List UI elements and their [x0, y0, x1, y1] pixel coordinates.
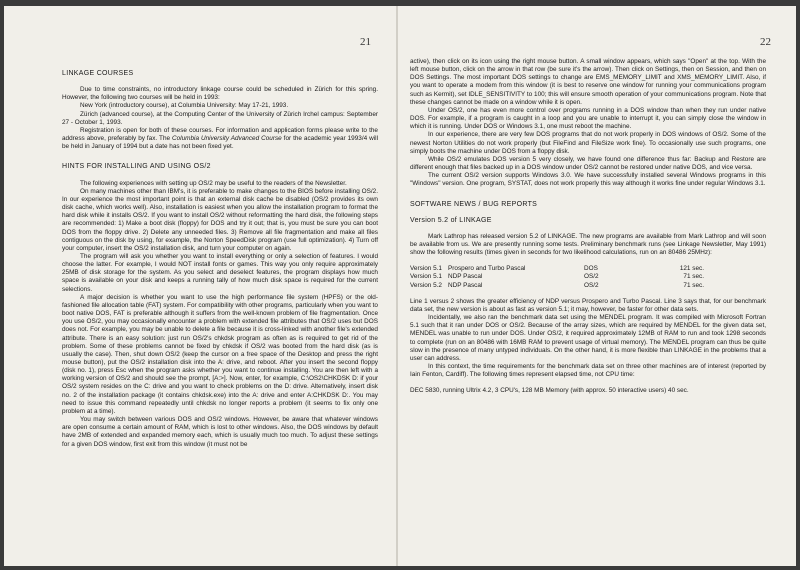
page-number: 21 — [360, 36, 371, 48]
paragraph: Line 1 versus 2 shows the greater efficiency of NDP versus Prospero and Turbo Pascal. Line 3 says that, for our benchmark data set, the new version is about as fast as version 5.1; it may, however, be faster for other data sets. — [410, 297, 766, 313]
right-column — [410, 58, 766, 395]
paragraph: The current OS/2 version supports Windows 3.0. We have successfully installed several Windows programs in this "Windows" version. One program, SYSTAT, does not work properly this way although it works fine under regular Windows 3.1. — [410, 172, 766, 188]
section-heading: HINTS FOR INSTALLING AND USING OS/2 — [62, 163, 211, 171]
paragraph: In our experience, there are very few DOS programs that do not work properly in DOS windows of OS/2. Some of the newest Norton Utilities do not work properly (but FileFind and FileSize work fine). To occasionally use such programs, one simply boots the machine under DOS from a floppy disk. — [410, 131, 766, 155]
paragraph: On many machines other than IBM's, it is preferable to make changes to the BIOS before installing OS/2. In our experience the most important point is that an external disk cache be disabled (OS/2 provides its own disk cache, which works well). Also, installation is easiest when you allow the installation program to format the hard disk while it installs OS/2. If you want to install OS/2 without reformatting the hard disk, the following steps are recommended: 1) Make a boot disk (floppy) for DOS and try it out; that is, you must be sure you can boot DOS from the floppy drive. 2) Delete any unneeded files. 3) Remove all file fragmentation and make all files contiguous on the disk by using, for example, the Norton SpeedDisk program (use full optimization). 4) Turn off your computer, insert the OS/2 installation disk, and turn your computer on again. — [62, 187, 378, 252]
paragraph: You may switch between various DOS and OS/2 windows. However, be aware that whatever windows are open consume a certain amount of RAM, which is lost to other windows. Also, the DOS windows by default have 2MB of extended and expanded memory each, which is usually much too much. To adjust these settings for a given DOS window, first exit from this window (it must not be — [62, 416, 378, 448]
course-item: Zürich (advanced course), at the Computing Center of the University of Zürich Irchel campus: September 27 - October 1, 1993. — [62, 110, 378, 126]
paragraph: Registration is open for both of these courses. For information and application forms please write to the address above, preferably by fax. The Columbia University Advanced Course for the academic year 1993/4 will be held in January of 1994 but a date has not been fixed yet. — [62, 126, 378, 151]
left-page — [4, 6, 396, 566]
paragraph: The program will ask you whether you want to install everything or only a selection of features. I would choose the latter. For example, I would NOT install fonts or games. This way you only require approximately 25MB of disk storage for the system. As you select and deselect features, the program displays how much space is available on your disk and keeps a running tally of how much disk space is required for the current selections. — [62, 252, 378, 293]
section-heading: SOFTWARE NEWS / BUG REPORTS — [410, 200, 538, 208]
left-column — [62, 70, 378, 449]
paragraph: A major decision is whether you want to use the high performance file system (HPFS) or the old-fashioned file allocation table (FAT) system. For compatibility with other programs, particularly when you want to boot native DOS, FAT is preferable although it suffers from the well-known problem of file fragmentation. Once you use OS/2, you may occasionally encounter a problem with extended file attributes that OS/2 uses but DOS does not. For example, you may be unable to delete a file because it is cross-linked with another file's extended attribute. There is an easy solution: just run OS/2's chkdsk program as often as is required to get rid of the problem. Some of these problems cannot be fixed by chkdsk if OS/2 was booted from the hard disk (as is usually the case). Then, shut down OS/2 (keep the cursor on a free space of the Desktop and press the right mouse button), put the OS/2 installation disk into the A: drive, and reboot. After you insert the second floppy (disk no. 1), press Esc when the program asks whether you want to continue installing. You are then left with a working version of OS/2 and should see the prompt, [A:>]. Now, enter, for example, C:\OS2\CHKDSK D: if your OS/2 system resides on the C: drive and you want to check problems on the D: drive. Alternatively, insert disk no. 2 of the installation package (it contains chkdsk.exe) into the A: drive and enter A:CHKDSK D:. You may need to issue this command repeatedly until chkdsk no longer reports a problem (it seems to fix only one problem at a time). — [62, 293, 378, 415]
paragraph: active), then click on its icon using the right mouse button. A small window appears, which says "Open" at the top. With the left mouse button, click on the arrow in that row (be sure it's the arrow). Then click on Settings, then on Session, and then on DOS Settings. The most important DOS settings to change are EMS_MEMORY_LIMIT and XMS_MEMORY_LIMIT. Also, if you want to operate a modem from this window (it is best to reserve one window for running your communications program such as Kermit), set IDLE_SENSITIVITY to 100; this will ensure smooth operation of your communications program. Note that these changes cannot be made on a window while it is open. — [410, 58, 766, 106]
table-row: Version 5.2 NDP Pascal OS/2 71 sec. — [410, 281, 704, 289]
paragraph: Incidentally, we also ran the benchmark data set using the MENDEL program. It was compiled with Microsoft Fortran 5.1 such that it ran under DOS or OS/2. Because of the array sizes, which are required by MENDEL for the given data set, MENDEL was unable to run under DOS. Under OS/2, it required approximately 12MB of RAM to run and took 1298 seconds to complete (run on an 80486 with 16MB RAM to prevent usage of virtual memory). The MENDEL program can thus be quite slow in the presence of many untyped individuals. On the other hand, it is more flexible than LINKAGE in the problems that a user can address. — [410, 314, 766, 362]
page-number: 22 — [760, 36, 771, 48]
paragraph: Due to time constraints, no introductory linkage course could be scheduled in Zürich for this spring. However, the following two courses will be held in 1993: — [62, 86, 378, 102]
paragraph: DEC 5830, running Ultrix 4.2, 3 CPU's, 128 MB Memory (with approx. 50 interactive users) 40 sec. — [410, 387, 689, 395]
section-heading: LINKAGE COURSES — [62, 70, 134, 77]
course-item: New York (introductory course), at Columbia University: May 17-21, 1993. — [80, 102, 289, 110]
paragraph: While OS/2 emulates DOS version 5 very closely, we have found one difference thus far: Backup and Restore are different enough that files backed up in a DOS window under OS/2 cannot be restored under native DOS, and vice versa. — [410, 155, 766, 172]
table-row: Version 5.1 NDP Pascal OS/2 71 sec. — [410, 273, 704, 281]
benchmark-table — [410, 265, 704, 289]
paragraph: Under OS/2, one has even more control over programs running in a DOS window than when they run under native DOS. For example, if a program is caught in a loop and you are unable to interrupt it, you can simply close the window in which it is running. Under DOS or Windows 3.1, one must reboot the machine. — [410, 106, 766, 131]
table-row: Version 5.1 Prospero and Turbo Pascal DOS 121 sec. — [410, 265, 704, 273]
subsection-heading: Version 5.2 of LINKAGE — [410, 216, 492, 224]
paragraph: The following experiences with setting up OS/2 may be useful to the readers of the Newsletter. — [80, 179, 347, 187]
paragraph: In this context, the time requirements for the benchmark data set on three other machines are of interest (reported by Iain Fenton, Cardiff). The following times represent elapsed time, not CPU time: — [410, 363, 766, 379]
right-page — [398, 6, 796, 566]
paragraph: Mark Lathrop has released version 5.2 of LINKAGE. The new programs are available from Mark Lathrop and will soon be available from us. We are presently running some tests. Preliminary benchmark runs (see Linkage Newsletter, May 1991) show the following results (times given in seconds for two likelihood calculations, run on an 80486 25MHz): — [410, 232, 766, 257]
